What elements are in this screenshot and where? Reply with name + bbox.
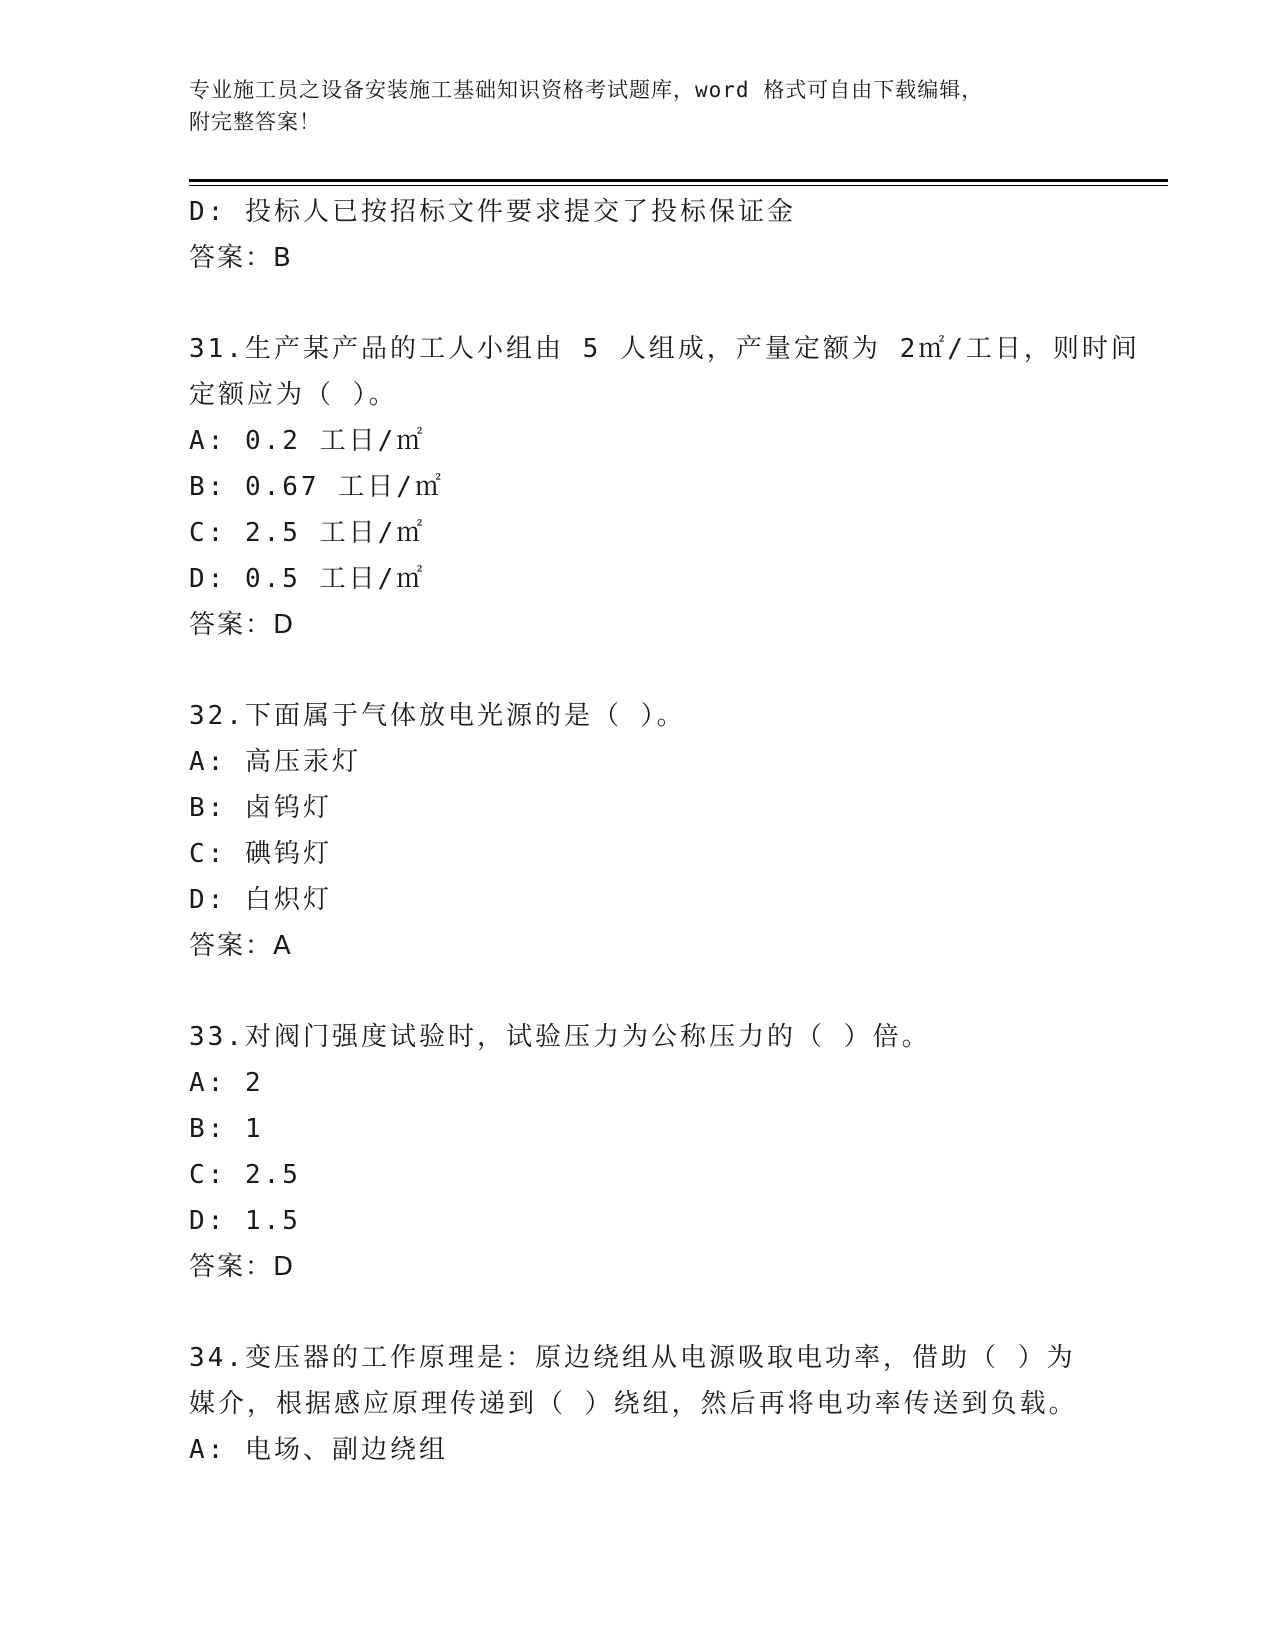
question-34-option-a: A: 电场、副边绕组 [189, 1435, 448, 1465]
spacer [189, 648, 1129, 693]
question-31-option-a: A: 0.2 工日/㎡ [189, 426, 426, 456]
spacer [189, 1290, 1129, 1335]
question-33-option-b: B: 1 [189, 1114, 264, 1144]
header-divider-thick [189, 179, 1168, 182]
question-34 [189, 1335, 1129, 1473]
prev-option-d: D: 投标人已按招标文件要求提交了投标保证金 [189, 197, 796, 227]
question-32-text: 32.下面属于气体放电光源的是（ ）。 [189, 701, 686, 731]
header-line-1: 专业施工员之设备安装施工基础知识资格考试题库，word 格式可自由下载编辑， [189, 78, 984, 102]
question-31-option-c: C: 2.5 工日/㎡ [189, 518, 426, 548]
prev-answer: 答案：B [189, 243, 293, 273]
question-32-option-a: A: 高压汞灯 [189, 747, 361, 777]
question-33-text: 33.对阀门强度试验时，试验压力为公称压力的（ ）倍。 [189, 1022, 931, 1052]
document-header [189, 74, 1089, 138]
question-31-text-line-1: 31.生产某产品的工人小组由 5 人组成，产量定额为 2㎡/工日，则时间 [189, 334, 1140, 364]
question-34-text-line-2: 媒介，根据感应原理传递到（ ）绕组，然后再将电功率传送到负载。 [189, 1389, 1078, 1419]
question-31-answer: 答案：D [189, 610, 296, 640]
question-33-option-c: C: 2.5 [189, 1160, 301, 1190]
question-31 [189, 326, 1140, 648]
header-divider-thin [189, 185, 1168, 186]
question-31-option-b: B: 0.67 工日/㎡ [189, 472, 444, 502]
question-content [189, 189, 1140, 1473]
question-33-answer: 答案：D [189, 1252, 296, 1282]
question-34-text-line-1: 34.变压器的工作原理是：原边绕组从电源吸取电功率，借助（ ）为 [189, 1343, 1076, 1373]
question-32-option-c: C: 碘钨灯 [189, 839, 332, 869]
question-31-text-line-2: 定额应为（ ）。 [189, 380, 398, 410]
question-33-option-d: D: 1.5 [189, 1206, 301, 1236]
header-line-2: 附完整答案！ [189, 110, 321, 134]
question-33-option-a: A: 2 [189, 1068, 264, 1098]
question-32-answer: 答案：A [189, 931, 293, 961]
spacer [189, 281, 1129, 326]
question-32-option-b: B: 卤钨灯 [189, 793, 332, 823]
spacer [189, 969, 1129, 1014]
question-32 [189, 693, 1129, 969]
question-33 [189, 1014, 1129, 1290]
question-31-option-d: D: 0.5 工日/㎡ [189, 564, 426, 594]
question-32-option-d: D: 白炽灯 [189, 885, 332, 915]
